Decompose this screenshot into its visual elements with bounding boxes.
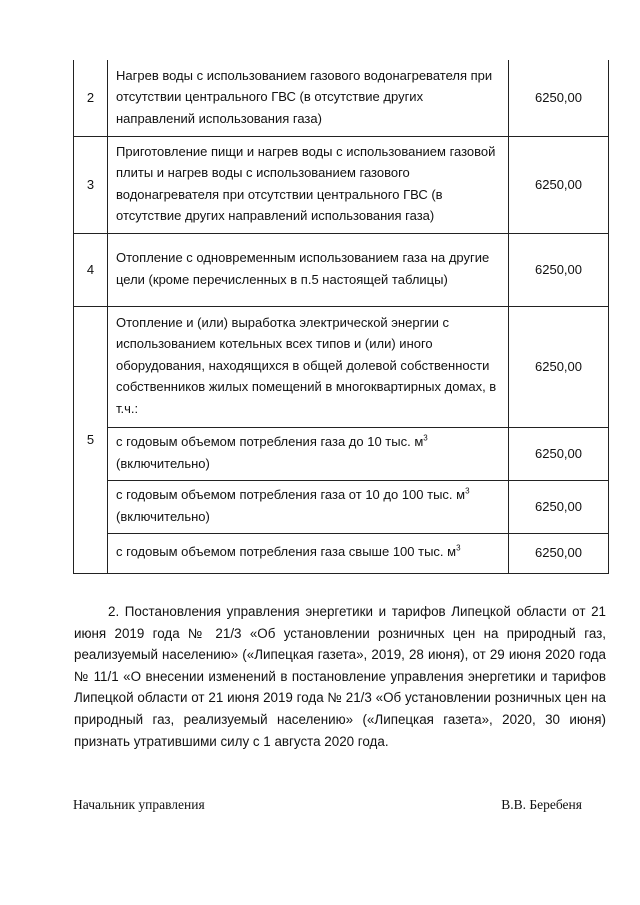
subrow-description: с годовым объемом потребления газа до 10 тыс. $м^3$ (включительно) bbox=[108, 427, 509, 480]
subrow-price: 6250,00 bbox=[509, 480, 609, 533]
subrow-price: 6250,00 bbox=[509, 427, 609, 480]
gas-price-table bbox=[73, 60, 609, 574]
signature-position: Начальник управления bbox=[73, 797, 205, 812]
row-price: 6250,00 bbox=[509, 233, 609, 306]
row-description: Отопление и (или) выработка электрической энергии с использованием котельных всех типов и (или) иного оборудования, находящихся в общей долевой собственности собственников жилых помещений в многоквартирных домах, в т.ч.: bbox=[108, 306, 509, 427]
subrow-price: 6250,00 bbox=[509, 533, 609, 573]
row-number: 5 bbox=[74, 306, 108, 573]
row-price: 6250,00 bbox=[509, 136, 609, 233]
table-row bbox=[74, 233, 609, 306]
row-number: 4 bbox=[74, 233, 108, 306]
repeal-paragraph: 2. Постановления управления энергетики и тарифов Липецкой области от 21 июня 2019 года № 21/3 «Об установлении розничных цен на природный газ, реализуемый населению» («Липецкая газета», 2019, 28 июня), от 29 июня 2020 года № 11/1 «О внесении изменений в постановление управления энергетики и тарифов Липецкой области от 21 июня 2019 года № 21/3 «Об установлении розничных цен на природный газ, реализуемый населению» («Липецкая газета», 2020, 30 июня) признать утратившими силу с 1 августа 2020 года. bbox=[74, 604, 606, 749]
row-description: Приготовление пищи и нагрев воды с использованием газовой плиты и нагрев воды с использованием газового водонагревателя при отсутствии центрального ГВС (в отсутствие других направлений использования газа) bbox=[108, 136, 509, 233]
row-price: 6250,00 bbox=[509, 60, 609, 136]
row-description: Отопление с одновременным использованием газа на другие цели (кроме перечисленных в п.5 настоящей таблицы) bbox=[108, 233, 509, 306]
subrow-description: с годовым объемом потребления газа от 10 до 100 тыс. $м^3$ (включительно) bbox=[108, 480, 509, 533]
row-price: 6250,00 bbox=[509, 306, 609, 427]
table-subrow bbox=[74, 427, 609, 480]
table-row bbox=[74, 60, 609, 136]
row-description: Нагрев воды с использованием газового водонагревателя при отсутствии центрального ГВС (в отсутствие других направлений использования газа) bbox=[108, 60, 509, 136]
row-number: 2 bbox=[74, 60, 108, 136]
table-row bbox=[74, 306, 609, 427]
table-row bbox=[74, 136, 609, 233]
table-subrow bbox=[74, 533, 609, 573]
subrow-description: с годовым объемом потребления газа свыше 100 тыс. $м^3$ bbox=[108, 533, 509, 573]
row-number: 3 bbox=[74, 136, 108, 233]
signature-name: В.В. Беребеня bbox=[501, 797, 582, 812]
table-subrow bbox=[74, 480, 609, 533]
